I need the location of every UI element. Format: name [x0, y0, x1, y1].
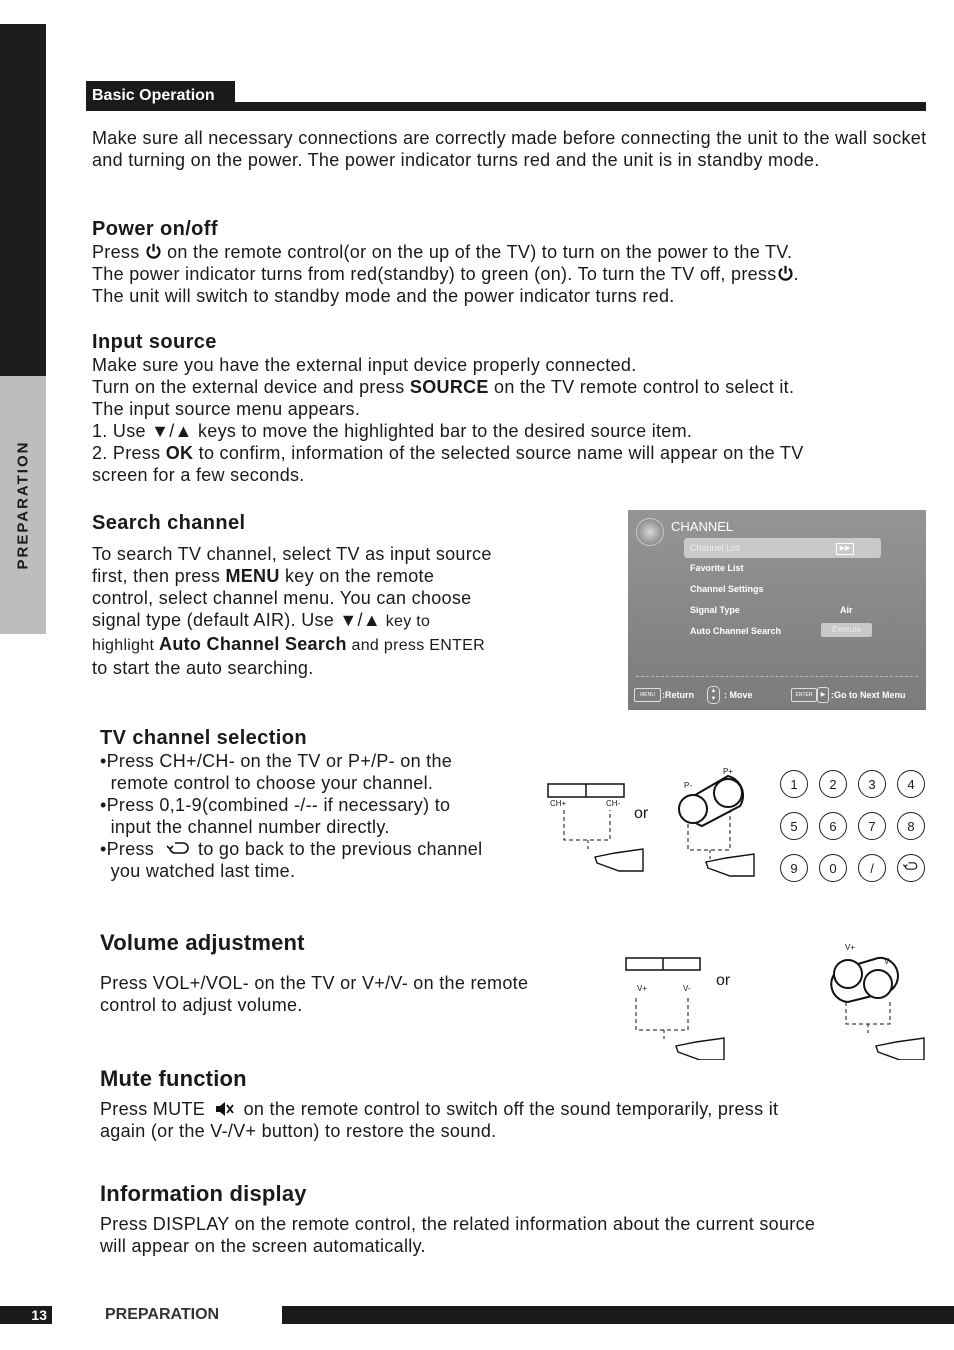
finger-icon	[706, 854, 754, 876]
v-minus-tv-label: V-	[683, 984, 691, 993]
osd-item-favorite: Favorite List	[690, 563, 744, 573]
channel-text: to go back to the previous channel	[192, 839, 483, 859]
tv-dash-line	[564, 810, 610, 840]
search-line-2	[92, 565, 612, 587]
mute-heading: Mute function	[100, 1066, 247, 1091]
finger-icon	[676, 1038, 724, 1060]
power-line-3: The unit will switch to standby mode and the power indicator turns red.	[92, 286, 675, 306]
mute-text: Press MUTE	[100, 1099, 211, 1119]
power-text: The power indicator turns from red(standby) to green (on). To turn the TV off, press	[92, 264, 777, 284]
p-minus-button	[679, 795, 707, 823]
footer-section-label: PREPARATION	[105, 1306, 220, 1323]
channel-heading: TV channel selection	[100, 727, 307, 749]
channel-line-2: remote control to choose your channel.	[100, 773, 434, 793]
volume-section	[100, 930, 620, 1016]
intro-paragraph	[92, 127, 932, 171]
p-minus-label: P-	[684, 781, 692, 790]
auto-search-key: Auto Channel Search	[159, 634, 347, 654]
ch-minus-label: CH-	[606, 799, 621, 808]
finger-icon	[595, 849, 643, 871]
volume-buttons-diagram	[620, 940, 940, 1060]
search-section	[92, 512, 612, 679]
search-line-3: control, select channel menu. You can choose	[92, 588, 472, 608]
section-title: Basic Operation	[86, 81, 235, 111]
power-line-1	[92, 241, 932, 263]
osd-signal-value: Air	[840, 605, 853, 615]
v-minus-remote-label: V-	[884, 957, 892, 966]
input-text: 2. Press	[92, 443, 166, 463]
volume-line-1: Press VOL+/VOL- on the TV or V+/V- on the remote	[100, 973, 529, 993]
menu-key: MENU	[225, 566, 280, 586]
power-text: .	[793, 264, 799, 284]
channel-globe-icon	[636, 518, 664, 546]
mute-line-2: again (or the V-/V+ button) to restore the sound.	[100, 1121, 497, 1141]
info-heading: Information display	[100, 1181, 307, 1206]
osd-return-hint: :Return	[662, 690, 694, 700]
osd-next-hint: :Go to Next Menu	[831, 690, 906, 700]
osd-move-hint: : Move	[724, 690, 753, 700]
power-text: on the remote control(or on the up of the TV) to turn on the power to the TV.	[161, 242, 793, 262]
channel-line-1: •Press CH+/CH- on the TV or P+/P- on the	[100, 751, 453, 771]
input-section	[92, 331, 932, 486]
key-7: 7	[858, 812, 886, 840]
input-line-3: The input source menu appears.	[92, 399, 361, 419]
v-plus-remote-label: V+	[845, 943, 856, 952]
v-plus-button	[834, 960, 862, 988]
input-line-2	[92, 376, 932, 398]
osd-enter-key-icon: ENTER	[791, 688, 817, 702]
power-icon	[777, 265, 794, 282]
osd-divider	[636, 676, 918, 677]
key-recall	[897, 854, 925, 882]
power-section	[92, 218, 932, 307]
key-0: 0	[819, 854, 847, 882]
search-line-1: To search TV channel, select TV as input source	[92, 544, 492, 564]
osd-item-signal-type: Signal Type	[690, 605, 740, 615]
search-line-6: to start the auto searching.	[92, 658, 314, 678]
or-label: or	[634, 805, 649, 822]
v-minus-button	[864, 970, 892, 998]
source-key: SOURCE	[409, 377, 489, 397]
recall-icon	[165, 840, 193, 856]
input-line-5	[92, 442, 932, 464]
ok-key: OK	[165, 443, 194, 463]
mute-section	[100, 1066, 940, 1142]
key-5: 5	[780, 812, 808, 840]
power-text: Press	[92, 242, 145, 262]
ch-plus-label: CH+	[550, 799, 567, 808]
p-plus-label: P+	[723, 767, 734, 776]
input-text: to confirm, information of the selected source name will appear on the TV	[193, 443, 804, 463]
search-heading: Search channel	[92, 512, 246, 534]
or-label: or	[716, 972, 731, 989]
input-text: Turn on the external device and press	[92, 377, 410, 397]
channel-text: •Press	[100, 839, 165, 859]
volume-line-2: control to adjust volume.	[100, 995, 303, 1015]
channel-section	[100, 727, 550, 882]
info-section	[100, 1181, 940, 1257]
sidebar-dark-band	[0, 24, 46, 376]
key-2: 2	[819, 770, 847, 798]
osd-item-settings: Channel Settings	[690, 584, 764, 594]
mute-icon	[214, 1101, 234, 1117]
osd-execute-button: Execute	[821, 623, 872, 637]
key-1: 1	[780, 770, 808, 798]
search-line-5	[92, 633, 612, 657]
page-number: 13	[0, 1306, 52, 1324]
power-line-2	[92, 263, 932, 285]
input-text: on the TV remote control to select it.	[488, 377, 795, 397]
channel-line-6: you watched last time.	[100, 861, 296, 881]
info-line-1: Press DISPLAY on the remote control, the related information about the current source	[100, 1214, 816, 1234]
input-line-4: 1. Use ▼/▲ keys to move the highlighted bar to the desired source item.	[92, 421, 693, 441]
key-4: 4	[897, 770, 925, 798]
channel-line-3: •Press 0,1-9(combined -/-- if necessary) to	[100, 795, 451, 815]
remote-dash-line	[846, 1002, 890, 1024]
search-text: highlight	[92, 637, 160, 654]
osd-forward-icon: ▶▶	[836, 543, 854, 555]
channel-line-5	[100, 838, 550, 860]
search-text: key on the remote	[279, 566, 435, 586]
mute-text: on the remote control to switch off the sound temporarily, press it	[238, 1099, 779, 1119]
osd-right-icon: ▶	[817, 687, 829, 703]
volume-heading: Volume adjustment	[100, 930, 305, 955]
key-6: 6	[819, 812, 847, 840]
osd-updown-icon: ▲ ▼	[707, 686, 720, 704]
osd-menu-key-icon: MENU	[634, 688, 661, 702]
input-line-6: screen for a few seconds.	[92, 465, 305, 485]
osd-title: CHANNEL	[671, 519, 734, 534]
v-plus-tv-label: V+	[637, 984, 648, 993]
footer-rule	[282, 1306, 954, 1324]
search-text: key to	[380, 613, 431, 630]
mute-line-1	[100, 1098, 940, 1120]
channel-menu-screenshot	[628, 510, 926, 710]
search-text: signal type (default AIR). Use ▼/▲	[92, 610, 381, 630]
tv-dash-line	[636, 998, 688, 1030]
p-plus-button	[714, 779, 742, 807]
input-line-1: Make sure you have the external input device properly connected.	[92, 355, 637, 375]
info-line-2: will appear on the screen automatically.	[100, 1236, 426, 1256]
osd-item-auto-search: Auto Channel Search	[690, 626, 782, 636]
osd-item-channel-list: Channel List	[690, 543, 741, 553]
power-icon	[145, 243, 162, 260]
search-line-4	[92, 609, 612, 633]
intro-text: Make sure all necessary connections are correctly made before connecting the unit to the wall socket and turning on the power. The power indicator turns red and the unit is in standby mode.	[92, 128, 927, 170]
power-heading: Power on/off	[92, 218, 218, 240]
recall-icon	[902, 860, 920, 872]
key-slash: /	[858, 854, 886, 882]
key-9: 9	[780, 854, 808, 882]
search-text: first, then press	[92, 566, 226, 586]
finger-icon	[876, 1038, 924, 1060]
key-3: 3	[858, 770, 886, 798]
search-text: and press ENTER	[346, 637, 485, 654]
channel-line-4: input the channel number directly.	[100, 817, 390, 837]
input-heading: Input source	[92, 331, 217, 353]
key-8: 8	[897, 812, 925, 840]
sidebar-section-label: PREPARATION	[14, 440, 32, 570]
